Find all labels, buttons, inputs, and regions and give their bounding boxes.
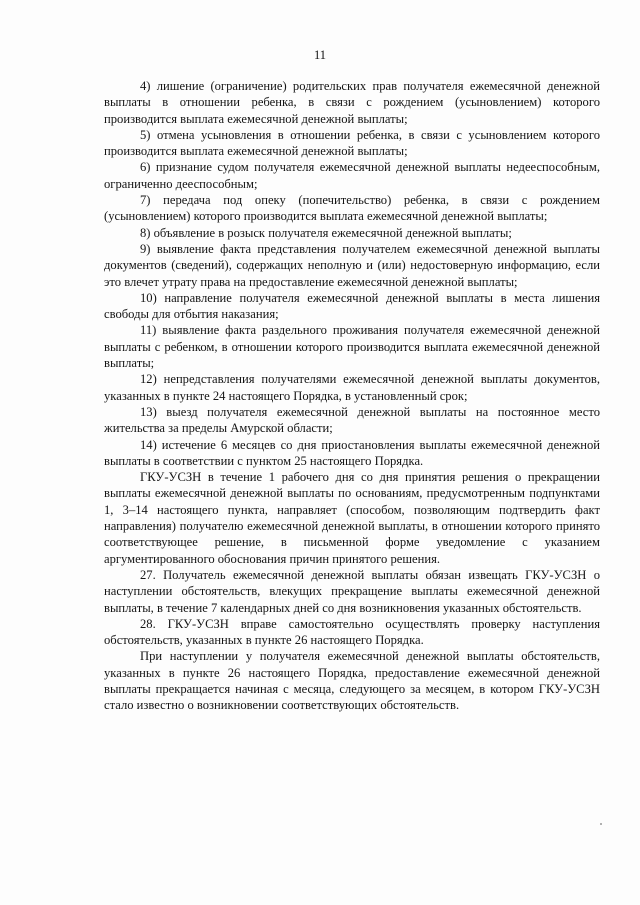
list-item-7: 7) передача под опеку (попечительство) ребенка, в связи с рождением (усыновлением) которого производится выплата ежемесячной денежной выплаты; [104,193,600,224]
list-item-14: 14) истечение 6 месяцев со дня приостановления выплаты ежемесячной денежной выплаты в соответствии с пунктом 25 настоящего Порядка. [104,437,600,468]
list-item-8: 8) объявление в розыск получателя ежемесячной денежной выплаты; [140,225,512,240]
list-item-11: 11) выявление факта раздельного проживания получателя ежемесячной денежной выплаты с ребенком, в отношении которого производится выплата ежемесячной денежной выплаты; [104,323,600,371]
clause-27: 27. Получатель ежемесячной денежной выплаты обязан извещать ГКУ-УСЗН о наступлении обстоятельств, влекущих прекращение выплаты ежемесячной денежной выплаты, в течение 7 календарных дней со дня возникновения указанных обстоятельств. [104,567,600,615]
page-number: 11 [313,48,327,62]
list-item-9: 9) выявление факта представления получателем ежемесячной денежной выплаты документов (сведений), содержащих неполную и (или) недостоверную информацию, если это влечет утрату права на предоставление ежемесячной денежной выплаты; [104,241,600,289]
list-item-4: 4) лишение (ограничение) родительских прав получателя ежемесячной денежной выплаты в отношении ребенка, в связи с рождением (усыновлением) которого производится выплата ежемесячной денежной выплаты; [104,79,600,126]
list-item-5: 5) отмена усыновления в отношении ребенка, в связи с усыновлением которого производится выплата ежемесячной денежной выплаты; [104,127,600,159]
list-item-6: 6) признание судом получателя ежемесячной денежной выплаты недееспособным, ограниченно дееспособным; [104,160,600,191]
list-item-10: 10) направление получателя ежемесячной денежной выплаты в места лишения свободы для отбытия наказания; [104,290,600,322]
scan-speck [600,823,602,825]
clause-28: 28. ГКУ-УСЗН вправе самостоятельно осуществлять проверку наступления обстоятельств, указанных в пункте 26 настоящего Порядка. [104,616,600,648]
document-body [104,78,600,714]
paragraph-notification: ГКУ-УСЗН в течение 1 рабочего дня со дня принятия решения о прекращении выплаты ежемесячной денежной выплаты по основаниям, предусмотренным подпунктами 1, 3–14 настоящего пункта, направляет (способом, позволяющим подтвердить факт направления) получателю ежемесячной денежной выплаты, в отношении которого принято соответствующее решение, в письменной форме уведомление с указанием аргументированного обоснования причин принятого решения. [104,470,600,566]
paragraph-termination: При наступлении у получателя ежемесячной денежной выплаты обстоятельств, указанных в пункте 26 настоящего Порядка, предоставление ежемесячной денежной выплаты прекращается начиная с месяца, следующего за месяцем, в котором ГКУ-УСЗН стало известно о возникновении соответствующих обстоятельств. [104,649,600,713]
list-item-12: 12) непредставления получателями ежемесячной денежной выплаты документов, указанных в пункте 24 настоящего Порядка, в установленный срок; [104,372,600,403]
list-item-13: 13) выезд получателя ежемесячной денежной выплаты на постоянное место жительства за пределы Амурской области; [104,404,600,436]
